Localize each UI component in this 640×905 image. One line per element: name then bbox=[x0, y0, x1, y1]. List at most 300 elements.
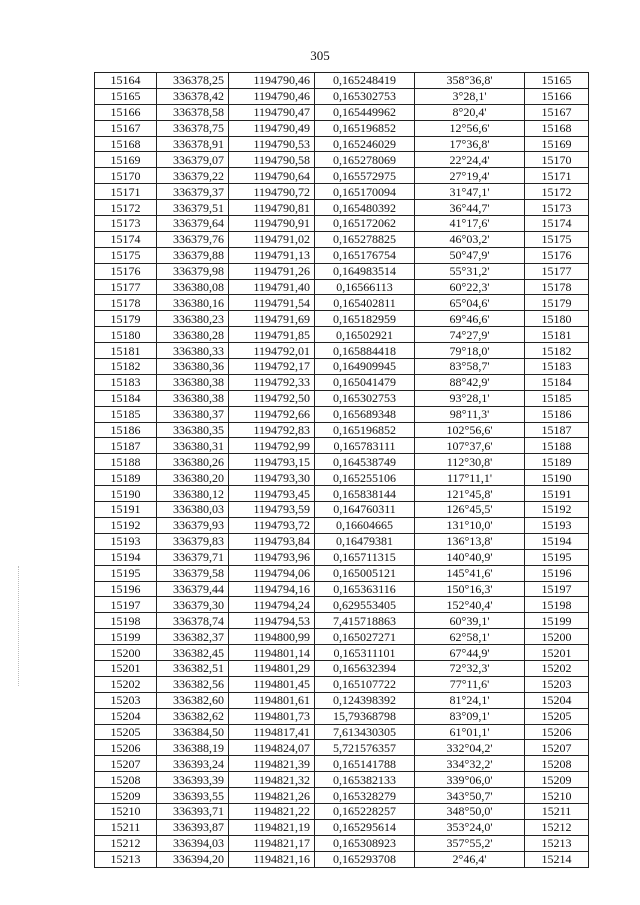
y-coordinate-cell: 1194793,96 bbox=[229, 549, 315, 565]
distance-cell: 0,16566113 bbox=[315, 279, 415, 295]
y-coordinate-cell: 1194801,73 bbox=[229, 708, 315, 724]
point-from-cell: 15201 bbox=[95, 660, 157, 676]
x-coordinate-cell: 336380,26 bbox=[157, 454, 229, 470]
table-row bbox=[95, 676, 589, 692]
distance-cell: 0,165041479 bbox=[315, 374, 415, 390]
x-coordinate-cell: 336379,51 bbox=[157, 200, 229, 216]
distance-cell: 0,165711315 bbox=[315, 549, 415, 565]
x-coordinate-cell: 336378,74 bbox=[157, 613, 229, 629]
point-to-cell: 15204 bbox=[525, 692, 589, 708]
y-coordinate-cell: 1194794,06 bbox=[229, 565, 315, 581]
x-coordinate-cell: 336382,51 bbox=[157, 660, 229, 676]
x-coordinate-cell: 336379,58 bbox=[157, 565, 229, 581]
x-coordinate-cell: 336382,45 bbox=[157, 645, 229, 661]
y-coordinate-cell: 1194800,99 bbox=[229, 629, 315, 645]
table-row bbox=[95, 581, 589, 597]
direction-angle-cell: 36°44,7' bbox=[415, 200, 525, 216]
y-coordinate-cell: 1194792,83 bbox=[229, 422, 315, 438]
point-to-cell: 15206 bbox=[525, 724, 589, 740]
x-coordinate-cell: 336380,20 bbox=[157, 470, 229, 486]
table-row bbox=[95, 454, 589, 470]
direction-angle-cell: 60°22,3' bbox=[415, 279, 525, 295]
direction-angle-cell: 12°56,6' bbox=[415, 120, 525, 136]
distance-cell: 0,629553405 bbox=[315, 597, 415, 613]
x-coordinate-cell: 336380,28 bbox=[157, 327, 229, 343]
direction-angle-cell: 60°39,1' bbox=[415, 613, 525, 629]
margin-scan-mark bbox=[18, 566, 21, 686]
point-to-cell: 15199 bbox=[525, 613, 589, 629]
x-coordinate-cell: 336380,35 bbox=[157, 422, 229, 438]
x-coordinate-cell: 336394,20 bbox=[157, 851, 229, 867]
y-coordinate-cell: 1194790,81 bbox=[229, 200, 315, 216]
direction-angle-cell: 81°24,1' bbox=[415, 692, 525, 708]
table-row bbox=[95, 502, 589, 518]
point-from-cell: 15203 bbox=[95, 692, 157, 708]
point-from-cell: 15177 bbox=[95, 279, 157, 295]
point-to-cell: 15212 bbox=[525, 819, 589, 835]
point-to-cell: 15185 bbox=[525, 390, 589, 406]
distance-cell: 0,165363116 bbox=[315, 581, 415, 597]
point-to-cell: 15170 bbox=[525, 152, 589, 168]
x-coordinate-cell: 336379,22 bbox=[157, 168, 229, 184]
table-body bbox=[95, 73, 589, 868]
table-row bbox=[95, 438, 589, 454]
y-coordinate-cell: 1194801,29 bbox=[229, 660, 315, 676]
point-to-cell: 15213 bbox=[525, 835, 589, 851]
table-row bbox=[95, 486, 589, 502]
y-coordinate-cell: 1194793,45 bbox=[229, 486, 315, 502]
direction-angle-cell: 334°32,2' bbox=[415, 756, 525, 772]
direction-angle-cell: 83°58,7' bbox=[415, 359, 525, 375]
point-from-cell: 15184 bbox=[95, 390, 157, 406]
y-coordinate-cell: 1194790,58 bbox=[229, 152, 315, 168]
point-from-cell: 15183 bbox=[95, 374, 157, 390]
direction-angle-cell: 69°46,6' bbox=[415, 311, 525, 327]
point-to-cell: 15203 bbox=[525, 676, 589, 692]
point-from-cell: 15204 bbox=[95, 708, 157, 724]
direction-angle-cell: 67°44,9' bbox=[415, 645, 525, 661]
point-from-cell: 15165 bbox=[95, 88, 157, 104]
direction-angle-cell: 41°17,6' bbox=[415, 216, 525, 232]
distance-cell: 0,165005121 bbox=[315, 565, 415, 581]
x-coordinate-cell: 336380,16 bbox=[157, 295, 229, 311]
point-to-cell: 15186 bbox=[525, 406, 589, 422]
point-from-cell: 15164 bbox=[95, 73, 157, 89]
point-from-cell: 15172 bbox=[95, 200, 157, 216]
distance-cell: 0,16479381 bbox=[315, 533, 415, 549]
point-from-cell: 15176 bbox=[95, 263, 157, 279]
point-from-cell: 15181 bbox=[95, 343, 157, 359]
direction-angle-cell: 17°36,8' bbox=[415, 136, 525, 152]
distance-cell: 7,613430305 bbox=[315, 724, 415, 740]
table-row bbox=[95, 517, 589, 533]
table-row bbox=[95, 88, 589, 104]
point-to-cell: 15165 bbox=[525, 73, 589, 89]
table-row bbox=[95, 120, 589, 136]
y-coordinate-cell: 1194801,61 bbox=[229, 692, 315, 708]
y-coordinate-cell: 1194791,85 bbox=[229, 327, 315, 343]
y-coordinate-cell: 1194824,07 bbox=[229, 740, 315, 756]
table-row bbox=[95, 470, 589, 486]
direction-angle-cell: 62°58,1' bbox=[415, 629, 525, 645]
coordinates-table bbox=[94, 72, 589, 868]
x-coordinate-cell: 336382,56 bbox=[157, 676, 229, 692]
table-row bbox=[95, 216, 589, 232]
x-coordinate-cell: 336379,71 bbox=[157, 549, 229, 565]
direction-angle-cell: 140°40,9' bbox=[415, 549, 525, 565]
table-row bbox=[95, 708, 589, 724]
distance-cell: 0,164909945 bbox=[315, 359, 415, 375]
distance-cell: 0,165302753 bbox=[315, 390, 415, 406]
point-to-cell: 15208 bbox=[525, 756, 589, 772]
direction-angle-cell: 332°04,2' bbox=[415, 740, 525, 756]
x-coordinate-cell: 336393,24 bbox=[157, 756, 229, 772]
y-coordinate-cell: 1194794,53 bbox=[229, 613, 315, 629]
distance-cell: 0,165295614 bbox=[315, 819, 415, 835]
distance-cell: 0,16604665 bbox=[315, 517, 415, 533]
table-row bbox=[95, 406, 589, 422]
y-coordinate-cell: 1194790,53 bbox=[229, 136, 315, 152]
point-from-cell: 15194 bbox=[95, 549, 157, 565]
point-from-cell: 15173 bbox=[95, 216, 157, 232]
y-coordinate-cell: 1194794,24 bbox=[229, 597, 315, 613]
point-to-cell: 15214 bbox=[525, 851, 589, 867]
distance-cell: 0,165308923 bbox=[315, 835, 415, 851]
y-coordinate-cell: 1194790,46 bbox=[229, 73, 315, 89]
table-row bbox=[95, 565, 589, 581]
table-row bbox=[95, 168, 589, 184]
point-to-cell: 15188 bbox=[525, 438, 589, 454]
point-to-cell: 15200 bbox=[525, 629, 589, 645]
distance-cell: 5,721576357 bbox=[315, 740, 415, 756]
direction-angle-cell: 121°45,8' bbox=[415, 486, 525, 502]
point-from-cell: 15179 bbox=[95, 311, 157, 327]
point-to-cell: 15173 bbox=[525, 200, 589, 216]
distance-cell: 0,165228257 bbox=[315, 803, 415, 819]
x-coordinate-cell: 336380,03 bbox=[157, 502, 229, 518]
point-to-cell: 15184 bbox=[525, 374, 589, 390]
point-to-cell: 15202 bbox=[525, 660, 589, 676]
point-from-cell: 15171 bbox=[95, 184, 157, 200]
x-coordinate-cell: 336379,93 bbox=[157, 517, 229, 533]
y-coordinate-cell: 1194821,39 bbox=[229, 756, 315, 772]
point-from-cell: 15174 bbox=[95, 231, 157, 247]
point-from-cell: 15170 bbox=[95, 168, 157, 184]
direction-angle-cell: 83°09,1' bbox=[415, 708, 525, 724]
point-to-cell: 15171 bbox=[525, 168, 589, 184]
x-coordinate-cell: 336378,42 bbox=[157, 88, 229, 104]
direction-angle-cell: 98°11,3' bbox=[415, 406, 525, 422]
point-from-cell: 15175 bbox=[95, 247, 157, 263]
y-coordinate-cell: 1194791,13 bbox=[229, 247, 315, 263]
point-from-cell: 15207 bbox=[95, 756, 157, 772]
table-row bbox=[95, 803, 589, 819]
y-coordinate-cell: 1194821,32 bbox=[229, 772, 315, 788]
direction-angle-cell: 339°06,0' bbox=[415, 772, 525, 788]
distance-cell: 0,165255106 bbox=[315, 470, 415, 486]
distance-cell: 0,165293708 bbox=[315, 851, 415, 867]
direction-angle-cell: 2°46,4' bbox=[415, 851, 525, 867]
y-coordinate-cell: 1194792,99 bbox=[229, 438, 315, 454]
point-from-cell: 15200 bbox=[95, 645, 157, 661]
point-to-cell: 15191 bbox=[525, 486, 589, 502]
direction-angle-cell: 88°42,9' bbox=[415, 374, 525, 390]
distance-cell: 0,165176754 bbox=[315, 247, 415, 263]
point-to-cell: 15172 bbox=[525, 184, 589, 200]
direction-angle-cell: 112°30,8' bbox=[415, 454, 525, 470]
x-coordinate-cell: 336378,91 bbox=[157, 136, 229, 152]
distance-cell: 0,165572975 bbox=[315, 168, 415, 184]
direction-angle-cell: 343°50,7' bbox=[415, 788, 525, 804]
point-to-cell: 15198 bbox=[525, 597, 589, 613]
distance-cell: 0,165302753 bbox=[315, 88, 415, 104]
point-from-cell: 15198 bbox=[95, 613, 157, 629]
point-from-cell: 15187 bbox=[95, 438, 157, 454]
direction-angle-cell: 93°28,1' bbox=[415, 390, 525, 406]
x-coordinate-cell: 336382,60 bbox=[157, 692, 229, 708]
x-coordinate-cell: 336378,58 bbox=[157, 104, 229, 120]
table-row bbox=[95, 645, 589, 661]
y-coordinate-cell: 1194801,14 bbox=[229, 645, 315, 661]
distance-cell: 0,165248419 bbox=[315, 73, 415, 89]
distance-cell: 0,165480392 bbox=[315, 200, 415, 216]
point-to-cell: 15175 bbox=[525, 231, 589, 247]
direction-angle-cell: 348°50,0' bbox=[415, 803, 525, 819]
point-to-cell: 15193 bbox=[525, 517, 589, 533]
distance-cell: 7,415718863 bbox=[315, 613, 415, 629]
y-coordinate-cell: 1194821,22 bbox=[229, 803, 315, 819]
table-row bbox=[95, 311, 589, 327]
point-from-cell: 15209 bbox=[95, 788, 157, 804]
table-row bbox=[95, 549, 589, 565]
x-coordinate-cell: 336379,37 bbox=[157, 184, 229, 200]
direction-angle-cell: 31°47,1' bbox=[415, 184, 525, 200]
point-to-cell: 15195 bbox=[525, 549, 589, 565]
point-from-cell: 15213 bbox=[95, 851, 157, 867]
distance-cell: 0,124398392 bbox=[315, 692, 415, 708]
direction-angle-cell: 145°41,6' bbox=[415, 565, 525, 581]
x-coordinate-cell: 336394,03 bbox=[157, 835, 229, 851]
y-coordinate-cell: 1194792,17 bbox=[229, 359, 315, 375]
x-coordinate-cell: 336380,23 bbox=[157, 311, 229, 327]
table-row bbox=[95, 597, 589, 613]
direction-angle-cell: 46°03,2' bbox=[415, 231, 525, 247]
distance-cell: 0,165196852 bbox=[315, 422, 415, 438]
direction-angle-cell: 150°16,3' bbox=[415, 581, 525, 597]
x-coordinate-cell: 336379,44 bbox=[157, 581, 229, 597]
distance-cell: 0,165838144 bbox=[315, 486, 415, 502]
direction-angle-cell: 117°11,1' bbox=[415, 470, 525, 486]
y-coordinate-cell: 1194790,91 bbox=[229, 216, 315, 232]
x-coordinate-cell: 336378,25 bbox=[157, 73, 229, 89]
point-to-cell: 15201 bbox=[525, 645, 589, 661]
point-from-cell: 15197 bbox=[95, 597, 157, 613]
direction-angle-cell: 353°24,0' bbox=[415, 819, 525, 835]
point-from-cell: 15202 bbox=[95, 676, 157, 692]
y-coordinate-cell: 1194791,02 bbox=[229, 231, 315, 247]
distance-cell: 0,165107722 bbox=[315, 676, 415, 692]
table-row bbox=[95, 327, 589, 343]
y-coordinate-cell: 1194792,66 bbox=[229, 406, 315, 422]
y-coordinate-cell: 1194791,54 bbox=[229, 295, 315, 311]
distance-cell: 0,165311101 bbox=[315, 645, 415, 661]
direction-angle-cell: 102°56,6' bbox=[415, 422, 525, 438]
table-row bbox=[95, 200, 589, 216]
distance-cell: 15,79368798 bbox=[315, 708, 415, 724]
table-row bbox=[95, 422, 589, 438]
y-coordinate-cell: 1194791,26 bbox=[229, 263, 315, 279]
direction-angle-cell: 107°37,6' bbox=[415, 438, 525, 454]
table-row bbox=[95, 629, 589, 645]
table-row bbox=[95, 152, 589, 168]
distance-cell: 0,165382133 bbox=[315, 772, 415, 788]
distance-cell: 0,165884418 bbox=[315, 343, 415, 359]
x-coordinate-cell: 336380,31 bbox=[157, 438, 229, 454]
direction-angle-cell: 27°19,4' bbox=[415, 168, 525, 184]
direction-angle-cell: 55°31,2' bbox=[415, 263, 525, 279]
table-row bbox=[95, 692, 589, 708]
point-to-cell: 15181 bbox=[525, 327, 589, 343]
table-row bbox=[95, 136, 589, 152]
point-from-cell: 15196 bbox=[95, 581, 157, 597]
point-to-cell: 15182 bbox=[525, 343, 589, 359]
table-row bbox=[95, 613, 589, 629]
point-from-cell: 15205 bbox=[95, 724, 157, 740]
x-coordinate-cell: 336393,71 bbox=[157, 803, 229, 819]
point-to-cell: 15183 bbox=[525, 359, 589, 375]
x-coordinate-cell: 336379,98 bbox=[157, 263, 229, 279]
table-row bbox=[95, 104, 589, 120]
distance-cell: 0,165170094 bbox=[315, 184, 415, 200]
point-from-cell: 15193 bbox=[95, 533, 157, 549]
distance-cell: 0,164760311 bbox=[315, 502, 415, 518]
x-coordinate-cell: 336379,88 bbox=[157, 247, 229, 263]
x-coordinate-cell: 336380,38 bbox=[157, 390, 229, 406]
point-to-cell: 15209 bbox=[525, 772, 589, 788]
direction-angle-cell: 357°55,2' bbox=[415, 835, 525, 851]
point-to-cell: 15187 bbox=[525, 422, 589, 438]
point-to-cell: 15176 bbox=[525, 247, 589, 263]
x-coordinate-cell: 336380,12 bbox=[157, 486, 229, 502]
y-coordinate-cell: 1194821,16 bbox=[229, 851, 315, 867]
distance-cell: 0,164983514 bbox=[315, 263, 415, 279]
x-coordinate-cell: 336379,83 bbox=[157, 533, 229, 549]
y-coordinate-cell: 1194790,47 bbox=[229, 104, 315, 120]
y-coordinate-cell: 1194821,26 bbox=[229, 788, 315, 804]
distance-cell: 0,165141788 bbox=[315, 756, 415, 772]
x-coordinate-cell: 336382,62 bbox=[157, 708, 229, 724]
y-coordinate-cell: 1194793,59 bbox=[229, 502, 315, 518]
point-to-cell: 15196 bbox=[525, 565, 589, 581]
point-from-cell: 15182 bbox=[95, 359, 157, 375]
x-coordinate-cell: 336379,07 bbox=[157, 152, 229, 168]
x-coordinate-cell: 336378,75 bbox=[157, 120, 229, 136]
point-to-cell: 15192 bbox=[525, 502, 589, 518]
direction-angle-cell: 131°10,0' bbox=[415, 517, 525, 533]
point-to-cell: 15194 bbox=[525, 533, 589, 549]
x-coordinate-cell: 336393,87 bbox=[157, 819, 229, 835]
x-coordinate-cell: 336380,33 bbox=[157, 343, 229, 359]
table-row bbox=[95, 772, 589, 788]
point-to-cell: 15211 bbox=[525, 803, 589, 819]
y-coordinate-cell: 1194793,84 bbox=[229, 533, 315, 549]
point-from-cell: 15178 bbox=[95, 295, 157, 311]
direction-angle-cell: 126°45,5' bbox=[415, 502, 525, 518]
point-to-cell: 15169 bbox=[525, 136, 589, 152]
x-coordinate-cell: 336379,30 bbox=[157, 597, 229, 613]
page-number: 305 bbox=[310, 48, 330, 63]
x-coordinate-cell: 336380,08 bbox=[157, 279, 229, 295]
direction-angle-cell: 72°32,3' bbox=[415, 660, 525, 676]
distance-cell: 0,165182959 bbox=[315, 311, 415, 327]
point-from-cell: 15186 bbox=[95, 422, 157, 438]
table-row bbox=[95, 756, 589, 772]
y-coordinate-cell: 1194790,49 bbox=[229, 120, 315, 136]
direction-angle-cell: 152°40,4' bbox=[415, 597, 525, 613]
point-to-cell: 15189 bbox=[525, 454, 589, 470]
point-to-cell: 15207 bbox=[525, 740, 589, 756]
point-from-cell: 15190 bbox=[95, 486, 157, 502]
distance-cell: 0,165632394 bbox=[315, 660, 415, 676]
point-to-cell: 15178 bbox=[525, 279, 589, 295]
table-row bbox=[95, 724, 589, 740]
x-coordinate-cell: 336393,55 bbox=[157, 788, 229, 804]
x-coordinate-cell: 336379,64 bbox=[157, 216, 229, 232]
table-row bbox=[95, 835, 589, 851]
distance-cell: 0,164538749 bbox=[315, 454, 415, 470]
x-coordinate-cell: 336388,19 bbox=[157, 740, 229, 756]
point-from-cell: 15188 bbox=[95, 454, 157, 470]
direction-angle-cell: 61°01,1' bbox=[415, 724, 525, 740]
table-row bbox=[95, 533, 589, 549]
x-coordinate-cell: 336380,37 bbox=[157, 406, 229, 422]
direction-angle-cell: 79°18,0' bbox=[415, 343, 525, 359]
y-coordinate-cell: 1194790,72 bbox=[229, 184, 315, 200]
distance-cell: 0,165328279 bbox=[315, 788, 415, 804]
table-row bbox=[95, 788, 589, 804]
table-row bbox=[95, 295, 589, 311]
table-row bbox=[95, 374, 589, 390]
direction-angle-cell: 65°04,6' bbox=[415, 295, 525, 311]
direction-angle-cell: 3°28,1' bbox=[415, 88, 525, 104]
distance-cell: 0,165783111 bbox=[315, 438, 415, 454]
point-to-cell: 15167 bbox=[525, 104, 589, 120]
distance-cell: 0,165449962 bbox=[315, 104, 415, 120]
direction-angle-cell: 77°11,6' bbox=[415, 676, 525, 692]
table-row bbox=[95, 279, 589, 295]
distance-cell: 0,165278825 bbox=[315, 231, 415, 247]
table-row bbox=[95, 73, 589, 89]
direction-angle-cell: 50°47,9' bbox=[415, 247, 525, 263]
y-coordinate-cell: 1194793,15 bbox=[229, 454, 315, 470]
direction-angle-cell: 136°13,8' bbox=[415, 533, 525, 549]
distance-cell: 0,165689348 bbox=[315, 406, 415, 422]
point-to-cell: 15177 bbox=[525, 263, 589, 279]
y-coordinate-cell: 1194792,33 bbox=[229, 374, 315, 390]
y-coordinate-cell: 1194792,50 bbox=[229, 390, 315, 406]
x-coordinate-cell: 336382,37 bbox=[157, 629, 229, 645]
table-row bbox=[95, 247, 589, 263]
point-from-cell: 15167 bbox=[95, 120, 157, 136]
table-row bbox=[95, 819, 589, 835]
point-from-cell: 15211 bbox=[95, 819, 157, 835]
point-from-cell: 15189 bbox=[95, 470, 157, 486]
y-coordinate-cell: 1194791,69 bbox=[229, 311, 315, 327]
y-coordinate-cell: 1194792,01 bbox=[229, 343, 315, 359]
direction-angle-cell: 22°24,4' bbox=[415, 152, 525, 168]
y-coordinate-cell: 1194821,19 bbox=[229, 819, 315, 835]
table-row bbox=[95, 231, 589, 247]
